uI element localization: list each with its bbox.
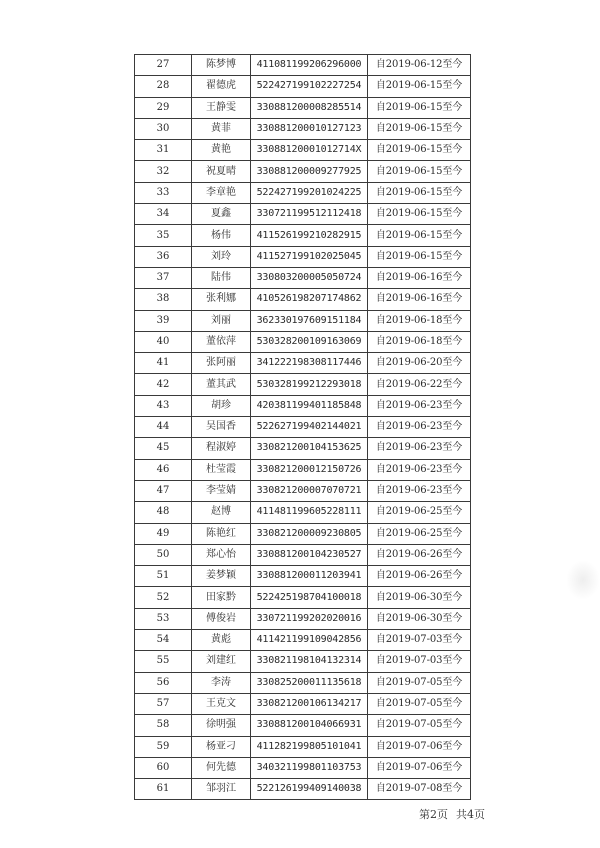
row-number-cell: 29 <box>135 97 192 118</box>
id-number-cell: 362330197609151184 <box>251 310 368 331</box>
page-number-total: 共4页 <box>456 808 485 821</box>
date-range-cell: 自2019-06-15至今 <box>368 204 471 225</box>
id-number-cell: 340321199801103753 <box>251 757 368 778</box>
row-number-cell: 31 <box>135 140 192 161</box>
name-cell: 李莹婧 <box>192 480 251 501</box>
id-number-cell: 420381199401185848 <box>251 395 368 416</box>
date-range-cell: 自2019-06-15至今 <box>368 118 471 139</box>
row-number-cell: 36 <box>135 246 192 267</box>
row-number-cell: 38 <box>135 289 192 310</box>
table-row <box>135 76 471 97</box>
name-cell: 翟德虎 <box>192 76 251 97</box>
id-number-cell: 341222198308117446 <box>251 353 368 374</box>
table-row <box>135 310 471 331</box>
id-number-cell: 330803200005050724 <box>251 267 368 288</box>
date-range-cell: 自2019-07-05至今 <box>368 672 471 693</box>
table-row <box>135 757 471 778</box>
table-row <box>135 523 471 544</box>
date-range-cell: 自2019-06-15至今 <box>368 161 471 182</box>
id-number-cell: 330821200007070721 <box>251 480 368 501</box>
date-range-cell: 自2019-06-16至今 <box>368 289 471 310</box>
id-number-cell: 330721199202020016 <box>251 608 368 629</box>
name-cell: 程淑婷 <box>192 438 251 459</box>
table-row <box>135 161 471 182</box>
name-cell: 邹羽江 <box>192 779 251 800</box>
date-range-cell: 自2019-06-15至今 <box>368 225 471 246</box>
row-number-cell: 48 <box>135 502 192 523</box>
date-range-cell: 自2019-07-05至今 <box>368 715 471 736</box>
table-row <box>135 204 471 225</box>
row-number-cell: 47 <box>135 480 192 501</box>
id-number-cell: 330825200011135618 <box>251 672 368 693</box>
name-cell: 黄彪 <box>192 630 251 651</box>
name-cell: 刘建红 <box>192 651 251 672</box>
id-number-cell: 330721199512112418 <box>251 204 368 225</box>
name-cell: 李涛 <box>192 672 251 693</box>
table-row <box>135 502 471 523</box>
row-number-cell: 30 <box>135 118 192 139</box>
row-number-cell: 51 <box>135 566 192 587</box>
id-number-cell: 330821198104132314 <box>251 651 368 672</box>
date-range-cell: 自2019-06-16至今 <box>368 267 471 288</box>
id-number-cell: 522425198704100018 <box>251 587 368 608</box>
date-range-cell: 自2019-06-15至今 <box>368 97 471 118</box>
name-cell: 刘丽 <box>192 310 251 331</box>
name-cell: 祝夏晴 <box>192 161 251 182</box>
table-row <box>135 289 471 310</box>
row-number-cell: 57 <box>135 693 192 714</box>
table-row <box>135 693 471 714</box>
page-footer <box>419 806 485 822</box>
date-range-cell: 自2019-06-20至今 <box>368 353 471 374</box>
row-number-cell: 45 <box>135 438 192 459</box>
id-number-cell: 530328200109163069 <box>251 331 368 352</box>
id-number-cell: 411081199206296000 <box>251 55 368 76</box>
name-cell: 赵博 <box>192 502 251 523</box>
row-number-cell: 42 <box>135 374 192 395</box>
row-number-cell: 49 <box>135 523 192 544</box>
date-range-cell: 自2019-06-23至今 <box>368 438 471 459</box>
name-cell: 黄艳 <box>192 140 251 161</box>
date-range-cell: 自2019-06-30至今 <box>368 587 471 608</box>
id-number-cell: 330881200010127123 <box>251 118 368 139</box>
name-cell: 李章艳 <box>192 182 251 203</box>
id-number-cell: 522627199402144021 <box>251 417 368 438</box>
table-row <box>135 55 471 76</box>
id-number-cell: 330821200012150726 <box>251 459 368 480</box>
id-number-cell: 330821200009230805 <box>251 523 368 544</box>
table-row <box>135 97 471 118</box>
table-row <box>135 118 471 139</box>
date-range-cell: 自2019-06-18至今 <box>368 310 471 331</box>
row-number-cell: 55 <box>135 651 192 672</box>
id-number-cell: 411526199210282915 <box>251 225 368 246</box>
row-number-cell: 28 <box>135 76 192 97</box>
date-range-cell: 自2019-06-22至今 <box>368 374 471 395</box>
table-row <box>135 587 471 608</box>
table-row <box>135 374 471 395</box>
name-cell: 张利娜 <box>192 289 251 310</box>
date-range-cell: 自2019-06-15至今 <box>368 76 471 97</box>
name-cell: 徐明强 <box>192 715 251 736</box>
name-cell: 刘玲 <box>192 246 251 267</box>
name-cell: 董依萍 <box>192 331 251 352</box>
row-number-cell: 60 <box>135 757 192 778</box>
id-number-cell: 522427199201024225 <box>251 182 368 203</box>
date-range-cell: 自2019-06-15至今 <box>368 140 471 161</box>
table-row <box>135 566 471 587</box>
table-row <box>135 182 471 203</box>
date-range-cell: 自2019-07-06至今 <box>368 757 471 778</box>
date-range-cell: 自2019-06-15至今 <box>368 246 471 267</box>
table-row <box>135 417 471 438</box>
name-cell: 张阿丽 <box>192 353 251 374</box>
id-number-cell: 522427199102227254 <box>251 76 368 97</box>
name-cell: 何先德 <box>192 757 251 778</box>
date-range-cell: 自2019-07-06至今 <box>368 736 471 757</box>
table-row <box>135 672 471 693</box>
row-number-cell: 27 <box>135 55 192 76</box>
page-number-current: 第2页 <box>419 808 448 821</box>
id-number-cell: 410526198207174862 <box>251 289 368 310</box>
table-row <box>135 140 471 161</box>
table-row <box>135 225 471 246</box>
table-row <box>135 651 471 672</box>
date-range-cell: 自2019-06-12至今 <box>368 55 471 76</box>
date-range-cell: 自2019-06-23至今 <box>368 417 471 438</box>
table-row <box>135 395 471 416</box>
row-number-cell: 54 <box>135 630 192 651</box>
row-number-cell: 46 <box>135 459 192 480</box>
id-number-cell: 330881200104230527 <box>251 544 368 565</box>
date-range-cell: 自2019-06-23至今 <box>368 395 471 416</box>
date-range-cell: 自2019-06-15至今 <box>368 182 471 203</box>
name-cell: 董其武 <box>192 374 251 395</box>
row-number-cell: 35 <box>135 225 192 246</box>
row-number-cell: 58 <box>135 715 192 736</box>
name-cell: 田家黔 <box>192 587 251 608</box>
name-cell: 傅俊岩 <box>192 608 251 629</box>
row-number-cell: 32 <box>135 161 192 182</box>
table-row <box>135 480 471 501</box>
row-number-cell: 53 <box>135 608 192 629</box>
table-row <box>135 715 471 736</box>
row-number-cell: 39 <box>135 310 192 331</box>
name-cell: 王静雯 <box>192 97 251 118</box>
id-number-cell: 330821200104153625 <box>251 438 368 459</box>
table-row <box>135 267 471 288</box>
faint-stamp-mark <box>566 560 600 600</box>
name-cell: 吴国香 <box>192 417 251 438</box>
row-number-cell: 61 <box>135 779 192 800</box>
name-cell: 杨亚刁 <box>192 736 251 757</box>
id-number-cell: 411421199109042856 <box>251 630 368 651</box>
row-number-cell: 40 <box>135 331 192 352</box>
row-number-cell: 50 <box>135 544 192 565</box>
name-cell: 杜莹霞 <box>192 459 251 480</box>
date-range-cell: 自2019-06-30至今 <box>368 608 471 629</box>
date-range-cell: 自2019-06-23至今 <box>368 459 471 480</box>
table-row <box>135 353 471 374</box>
table-row <box>135 438 471 459</box>
name-cell: 夏鑫 <box>192 204 251 225</box>
table-row <box>135 608 471 629</box>
name-cell: 郑心怡 <box>192 544 251 565</box>
name-cell: 王克文 <box>192 693 251 714</box>
name-cell: 杨伟 <box>192 225 251 246</box>
id-number-cell: 330881200104066931 <box>251 715 368 736</box>
id-number-cell: 522126199409140038 <box>251 779 368 800</box>
id-number-cell: 411282199805101041 <box>251 736 368 757</box>
name-cell: 胡珍 <box>192 395 251 416</box>
date-range-cell: 自2019-06-23至今 <box>368 480 471 501</box>
row-number-cell: 56 <box>135 672 192 693</box>
id-number-cell: 330881200009277925 <box>251 161 368 182</box>
id-number-cell: 411527199102025045 <box>251 246 368 267</box>
id-number-cell: 330881200008285514 <box>251 97 368 118</box>
row-number-cell: 59 <box>135 736 192 757</box>
table-row <box>135 459 471 480</box>
name-cell: 陈梦博 <box>192 55 251 76</box>
row-number-cell: 37 <box>135 267 192 288</box>
table-row <box>135 246 471 267</box>
name-cell: 陈艳红 <box>192 523 251 544</box>
table-row <box>135 630 471 651</box>
id-number-cell: 330881200011203941 <box>251 566 368 587</box>
date-range-cell: 自2019-06-26至今 <box>368 566 471 587</box>
row-number-cell: 34 <box>135 204 192 225</box>
date-range-cell: 自2019-07-08至今 <box>368 779 471 800</box>
roster-table <box>134 54 471 800</box>
date-range-cell: 自2019-06-25至今 <box>368 502 471 523</box>
date-range-cell: 自2019-06-25至今 <box>368 523 471 544</box>
row-number-cell: 41 <box>135 353 192 374</box>
row-number-cell: 33 <box>135 182 192 203</box>
row-number-cell: 44 <box>135 417 192 438</box>
table-row <box>135 736 471 757</box>
table-row <box>135 544 471 565</box>
name-cell: 姜梦颖 <box>192 566 251 587</box>
roster-table-body <box>135 55 471 800</box>
date-range-cell: 自2019-06-18至今 <box>368 331 471 352</box>
date-range-cell: 自2019-07-05至今 <box>368 693 471 714</box>
id-number-cell: 330821200106134217 <box>251 693 368 714</box>
date-range-cell: 自2019-06-26至今 <box>368 544 471 565</box>
name-cell: 陆伟 <box>192 267 251 288</box>
id-number-cell: 33088120001012714X <box>251 140 368 161</box>
row-number-cell: 52 <box>135 587 192 608</box>
id-number-cell: 530328199212293018 <box>251 374 368 395</box>
row-number-cell: 43 <box>135 395 192 416</box>
id-number-cell: 411481199605228111 <box>251 502 368 523</box>
date-range-cell: 自2019-07-03至今 <box>368 651 471 672</box>
date-range-cell: 自2019-07-03至今 <box>368 630 471 651</box>
table-row <box>135 331 471 352</box>
table-row <box>135 779 471 800</box>
name-cell: 黄菲 <box>192 118 251 139</box>
